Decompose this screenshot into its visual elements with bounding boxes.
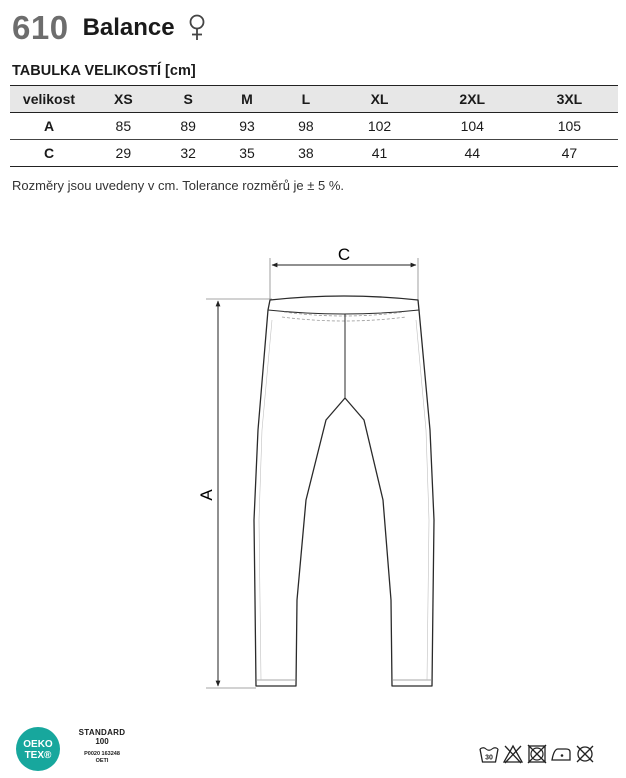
leggings-diagram <box>0 230 626 700</box>
table-cell: 102 <box>367 118 392 134</box>
product-header <box>12 8 207 48</box>
table-cell: 85 <box>115 118 132 134</box>
size-header: M <box>241 91 253 107</box>
table-cell: 89 <box>180 118 196 134</box>
size-header: 3XL <box>556 91 583 107</box>
no-tumble-dry-icon <box>526 743 548 765</box>
table-cell: 35 <box>239 145 255 161</box>
table-row <box>10 140 618 167</box>
size-header: S <box>183 91 193 107</box>
no-bleach-icon <box>502 743 524 765</box>
female-icon <box>187 13 207 43</box>
table-title: TABULKA VELIKOSTÍ [cm] <box>12 63 196 79</box>
length-label: A <box>197 489 216 501</box>
table-cell: 104 <box>460 118 484 134</box>
width-dimension <box>270 245 418 300</box>
leggings-outline <box>254 296 434 686</box>
iron-low-icon <box>550 743 572 765</box>
oeko-tex-text <box>70 728 134 764</box>
table-cell: 93 <box>239 118 255 134</box>
table-row <box>10 113 618 140</box>
table-cell: 98 <box>298 118 314 134</box>
size-table <box>10 85 618 167</box>
standard-label: STANDARD <box>78 728 126 737</box>
size-header: 2XL <box>459 91 486 107</box>
table-cell: 41 <box>371 145 388 161</box>
oeko-tex-logo-icon <box>14 725 62 773</box>
table-header-row <box>10 86 618 113</box>
size-header: XL <box>370 91 389 107</box>
institute-label: OETI <box>95 758 109 764</box>
product-name: Balance <box>82 14 175 41</box>
length-dimension <box>197 299 272 688</box>
header-label: velikost <box>22 91 76 107</box>
table-cell: 44 <box>464 145 481 161</box>
no-dry-clean-icon <box>574 743 596 765</box>
table-cell: 29 <box>115 145 132 161</box>
certificate-number: P0020 163248 <box>84 751 120 757</box>
oeko-tex-badge <box>14 725 134 775</box>
wash-30-icon <box>478 743 500 765</box>
size-header: XS <box>113 91 133 107</box>
tolerance-note: Rozměry jsou uvedeny v cm. Tolerance rozměrů je ± 5 %. <box>12 178 345 193</box>
care-symbols <box>478 743 596 765</box>
table-cell: 38 <box>298 145 314 161</box>
width-label: C <box>337 245 351 264</box>
standard-number: 100 <box>95 737 109 746</box>
row-label: C <box>43 145 55 161</box>
product-code: 610 <box>12 9 69 46</box>
wash-temperature: 30 <box>485 754 493 762</box>
oeko-logo-line2: TEX® <box>24 750 52 761</box>
table-cell: 32 <box>180 145 196 161</box>
oeko-logo-line1: OEKO <box>23 739 53 750</box>
table-cell: 105 <box>557 118 582 134</box>
row-label: A <box>43 118 55 134</box>
table-cell: 47 <box>561 145 578 161</box>
size-header: L <box>301 91 311 107</box>
